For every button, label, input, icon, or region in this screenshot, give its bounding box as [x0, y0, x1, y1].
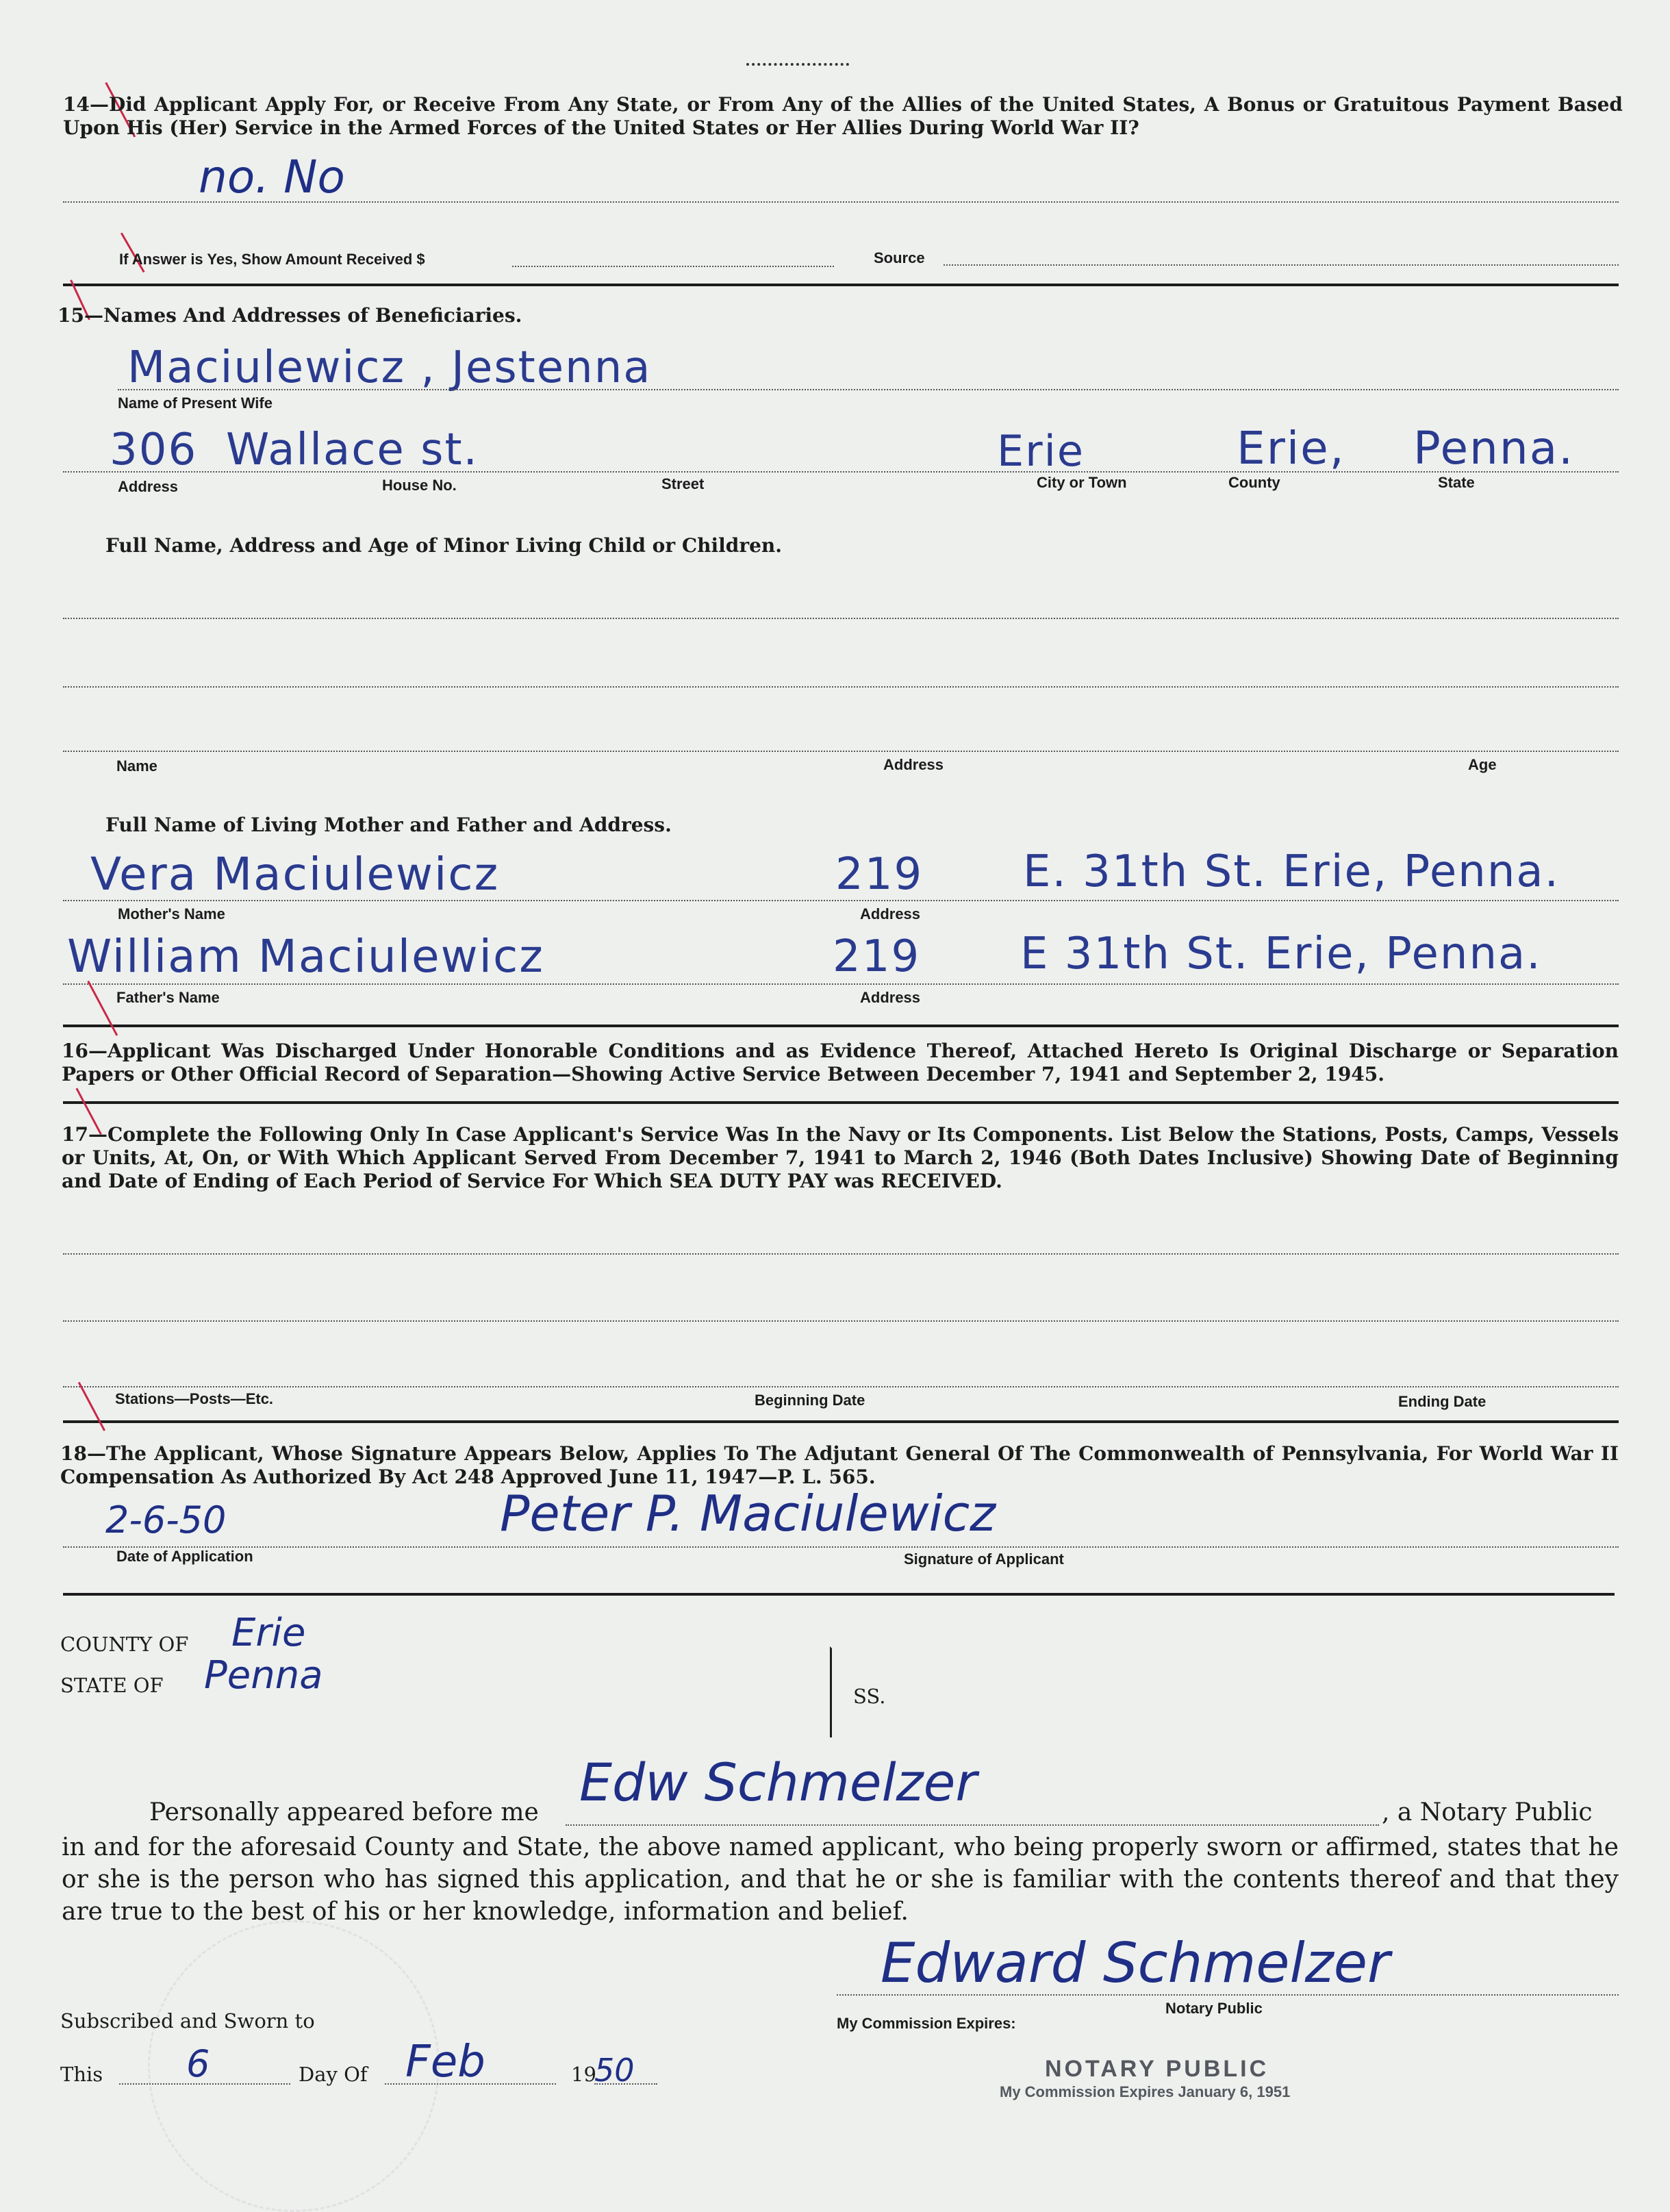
- ss-label: SS.: [853, 1685, 886, 1708]
- father-label: Father's Name: [116, 989, 220, 1006]
- this-label: This: [60, 2063, 103, 2086]
- month-value: Feb: [405, 2037, 485, 2087]
- wife-street: Wallace st.: [226, 425, 479, 475]
- wife-label: Name of Present Wife: [118, 394, 273, 412]
- wife-city: Erie: [997, 426, 1085, 476]
- divider-17: [63, 1420, 1619, 1423]
- address-line: [63, 471, 1619, 473]
- notary-signature: Edward Schmelzer: [881, 1931, 1390, 1995]
- children-line-1: [63, 618, 1619, 619]
- application-line: [63, 1546, 1619, 1548]
- question-14: 14—Did Applicant Apply For, or Receive From Any State, or From Any of the Allies of the United States, A Bonus or Gratuitous Payment Based Upon His (Her) Service in the Armed Forces of the United States or Her Allies During World War II?: [63, 93, 1623, 139]
- answer-14-line: [63, 201, 1619, 203]
- navy-line-2: [63, 1320, 1619, 1322]
- wife-house-no: 306: [110, 425, 198, 475]
- appeared-suffix: , a Notary Public: [1382, 1798, 1593, 1826]
- label-address: Address: [118, 478, 179, 495]
- commission-label: My Commission Expires:: [837, 2015, 1016, 2032]
- question-16: 16—Applicant Was Discharged Under Honorable Conditions and as Evidence Thereof, Attached Hereto Is Original Discharge or Separation Papers or Other Official Record of Separation—Showing Active Service Between December 7, 1941 and September 2, 1945.: [62, 1040, 1619, 1085]
- day-value: 6: [186, 2042, 210, 2085]
- applicant-signature: Peter P. Maciulewicz: [500, 1485, 996, 1542]
- label-city: City or Town: [1037, 474, 1127, 491]
- divider-14: [63, 284, 1619, 286]
- children-age-label: Age: [1468, 756, 1497, 773]
- children-name-label: Name: [116, 757, 157, 775]
- mother-address-no: 219: [835, 849, 924, 900]
- label-state: State: [1438, 474, 1475, 491]
- notary-stamp-title: NOTARY PUBLIC: [1045, 2056, 1269, 2082]
- wife-county: Erie,: [1237, 422, 1345, 475]
- source-line: [944, 264, 1619, 266]
- county-label: COUNTY OF: [60, 1633, 189, 1656]
- navy-line-1: [63, 1253, 1619, 1255]
- children-line-3: [63, 751, 1619, 752]
- state-value: Penna: [204, 1653, 323, 1698]
- amount-label: If Answer is Yes, Show Amount Received $: [119, 251, 425, 268]
- divider-16: [63, 1101, 1619, 1104]
- day-of-label: Day Of: [299, 2063, 368, 2086]
- father-address-label: Address: [860, 989, 921, 1006]
- wife-name: Maciulewicz , Jestenna: [127, 342, 652, 393]
- ss-brace: [830, 1646, 842, 1737]
- divider-15: [63, 1025, 1619, 1027]
- notary-name-line: [566, 1824, 1379, 1826]
- beginning-label: Beginning Date: [755, 1392, 865, 1409]
- label-house-no: House No.: [382, 477, 457, 494]
- check-mark-18: [78, 1382, 105, 1431]
- county-value: Erie: [231, 1611, 306, 1655]
- label-county: County: [1228, 474, 1280, 491]
- label-street: Street: [661, 475, 705, 492]
- mother-label: Mother's Name: [118, 905, 225, 922]
- date-label: Date of Application: [116, 1548, 253, 1565]
- question-18: 18—The Applicant, Whose Signature Appears Below, Applies To The Adjutant General Of The Commonwealth of Pennsylvania, For World War II Compensation As Authorized By Act 248 Approved June 11, 1947—P. L. 565.: [60, 1442, 1619, 1488]
- mother-line: [63, 900, 1619, 901]
- children-address-label: Address: [883, 756, 944, 773]
- page-mark: [746, 63, 849, 70]
- signature-label: Signature of Applicant: [904, 1550, 1064, 1568]
- check-mark-16: [87, 981, 118, 1036]
- mother-address-label: Address: [860, 905, 921, 922]
- children-line-2: [63, 686, 1619, 688]
- stations-label: Stations—Posts—Etc.: [115, 1390, 274, 1407]
- question-15: 15—Names And Addresses of Beneficiaries.: [58, 304, 522, 327]
- mother-address: E. 31th St. Erie, Penna.: [1023, 846, 1560, 897]
- mother-name: Vera Maciulewicz: [90, 848, 500, 901]
- application-date: 2-6-50: [105, 1498, 227, 1542]
- father-line: [63, 983, 1619, 985]
- notary-signature-line: [837, 1994, 1619, 1996]
- answer-14: no. No: [199, 151, 345, 203]
- affidavit-text: in and for the aforesaid County and State, the above named applicant, who being properly sworn or affirmed, states that he or she is the person who has signed this application, and that he or she is familiar with the contents thereof and that they are true to the best of his or her knowledge, information and belief.: [62, 1833, 1619, 1926]
- source-label: Source: [874, 249, 925, 266]
- ending-label: Ending Date: [1398, 1393, 1486, 1410]
- amount-line: [512, 266, 834, 267]
- father-name: William Maciulewicz: [67, 930, 544, 983]
- subscribed-label: Subscribed and Sworn to: [60, 2009, 315, 2033]
- year-value: 50: [594, 2052, 635, 2089]
- state-label: STATE OF: [60, 1674, 164, 1697]
- year-prefix: 19: [571, 2063, 596, 2086]
- father-address: E 31th St. Erie, Penna.: [1020, 929, 1542, 979]
- father-address-no: 219: [833, 931, 921, 982]
- question-17: 17—Complete the Following Only In Case Applicant's Service Was In the Navy or Its Components. List Below the Stations, Posts, Camps, Vessels or Units, At, On, or With Which Applicant Served From December 7, 1941 to March 2, 1946 (Both Dates Inclusive) Showing Date of Beginning and Date of Ending of Each Period of Service For Which SEA DUTY PAY was RECEIVED.: [62, 1123, 1619, 1192]
- notary-name-handwritten: Edw Schmelzer: [579, 1752, 977, 1813]
- wife-line: [118, 389, 1619, 390]
- notary-public-label: Notary Public: [1165, 2000, 1263, 2017]
- notary-stamp-expires: My Commission Expires January 6, 1951: [1000, 2083, 1291, 2100]
- children-title: Full Name, Address and Age of Minor Living Child or Children.: [105, 534, 782, 557]
- navy-line-3: [63, 1386, 1619, 1387]
- parents-title: Full Name of Living Mother and Father and Address.: [105, 814, 672, 836]
- divider-18: [63, 1593, 1615, 1596]
- appeared-prefix: Personally appeared before me: [149, 1798, 539, 1826]
- wife-state: Penna.: [1413, 422, 1575, 475]
